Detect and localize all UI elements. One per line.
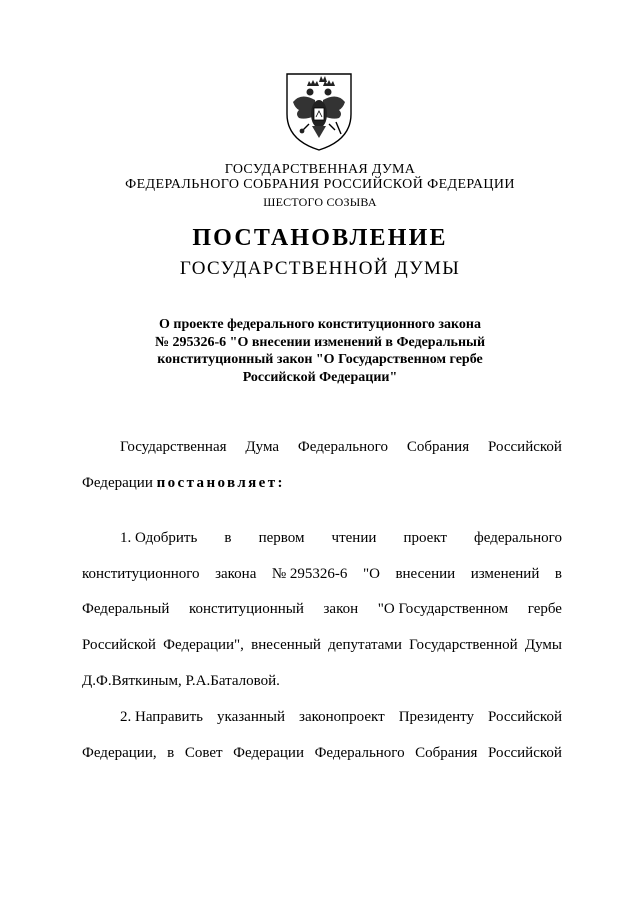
word: Федеральный	[82, 601, 170, 617]
word: 2. Направить	[120, 709, 203, 725]
word: Совет	[184, 745, 223, 761]
word: законопроект	[299, 709, 385, 725]
body-line	[120, 709, 562, 726]
word: внесенный	[251, 637, 321, 653]
word: Собрания	[415, 745, 478, 761]
body-line	[82, 475, 562, 492]
word: чтении	[331, 530, 377, 546]
word: Федерации	[233, 745, 304, 761]
word: Российской	[488, 439, 562, 455]
word: 1. Одобрить	[120, 530, 198, 546]
word: Российской	[488, 745, 562, 761]
word: в	[167, 745, 175, 761]
word: в	[224, 530, 232, 546]
word: первом	[258, 530, 305, 546]
word: указанный	[217, 709, 285, 725]
word: Российской	[82, 637, 156, 653]
subject-line: Российской Федерации"	[242, 369, 398, 385]
body-line	[82, 637, 562, 654]
document-subtitle: ГОСУДАРСТВЕННОЙ ДУМЫ	[179, 258, 461, 279]
document-title: ПОСТАНОВЛЕНИЕ	[192, 225, 448, 251]
word: Собрания	[406, 439, 470, 455]
word: Дума	[245, 439, 280, 455]
word: Федерации	[82, 475, 157, 491]
word: Государственной	[409, 637, 518, 653]
word: № 295326-6	[271, 566, 348, 582]
subject-line: конституционный закон "О Государственном гербе	[157, 352, 483, 367]
body-line: Д.Ф.Вяткиным, Р.А.Баталовой.	[82, 673, 280, 689]
resolves-word: постановляет:	[156, 475, 285, 491]
word: изменений	[470, 566, 540, 582]
word: Федерального	[314, 745, 405, 761]
word: закон	[323, 601, 359, 617]
coat-of-arms-emblem	[279, 64, 359, 154]
word: Президенту	[398, 709, 475, 725]
word: "О Государственном	[377, 601, 509, 617]
word: в	[554, 566, 562, 582]
body-line	[120, 530, 562, 547]
word: депутатами	[328, 637, 402, 653]
word: конституционный	[188, 601, 304, 617]
body-line	[82, 745, 562, 762]
body-line	[120, 439, 562, 456]
issuer-line-3: ШЕСТОГО СОЗЫВА	[263, 195, 377, 209]
word: Государственная	[120, 439, 227, 455]
word: закона	[215, 566, 257, 582]
word: Думы	[524, 637, 562, 653]
word: внесении	[395, 566, 456, 582]
word: федерального	[474, 530, 562, 546]
subject-line: О проекте федерального конституционного закона	[158, 317, 481, 332]
word: Федерального	[297, 439, 388, 455]
issuer-line-1: ГОСУДАРСТВЕННАЯ ДУМА	[224, 162, 416, 177]
body-line	[82, 566, 562, 583]
word: гербе	[527, 601, 562, 617]
word: Федерации",	[163, 637, 244, 653]
subject-line: № 295326-6 "О внесении изменений в Федеральный	[154, 334, 486, 350]
document-subject	[120, 316, 520, 386]
word: конституционного	[82, 566, 200, 582]
word: проект	[403, 530, 447, 546]
issuer-line-2: ФЕДЕРАЛЬНОГО СОБРАНИЯ РОССИЙСКОЙ ФЕДЕРАЦИИ	[125, 177, 515, 192]
body-line	[82, 601, 562, 618]
word: "О	[362, 566, 380, 582]
word: Российской	[488, 709, 562, 725]
word: Федерации,	[82, 745, 157, 761]
